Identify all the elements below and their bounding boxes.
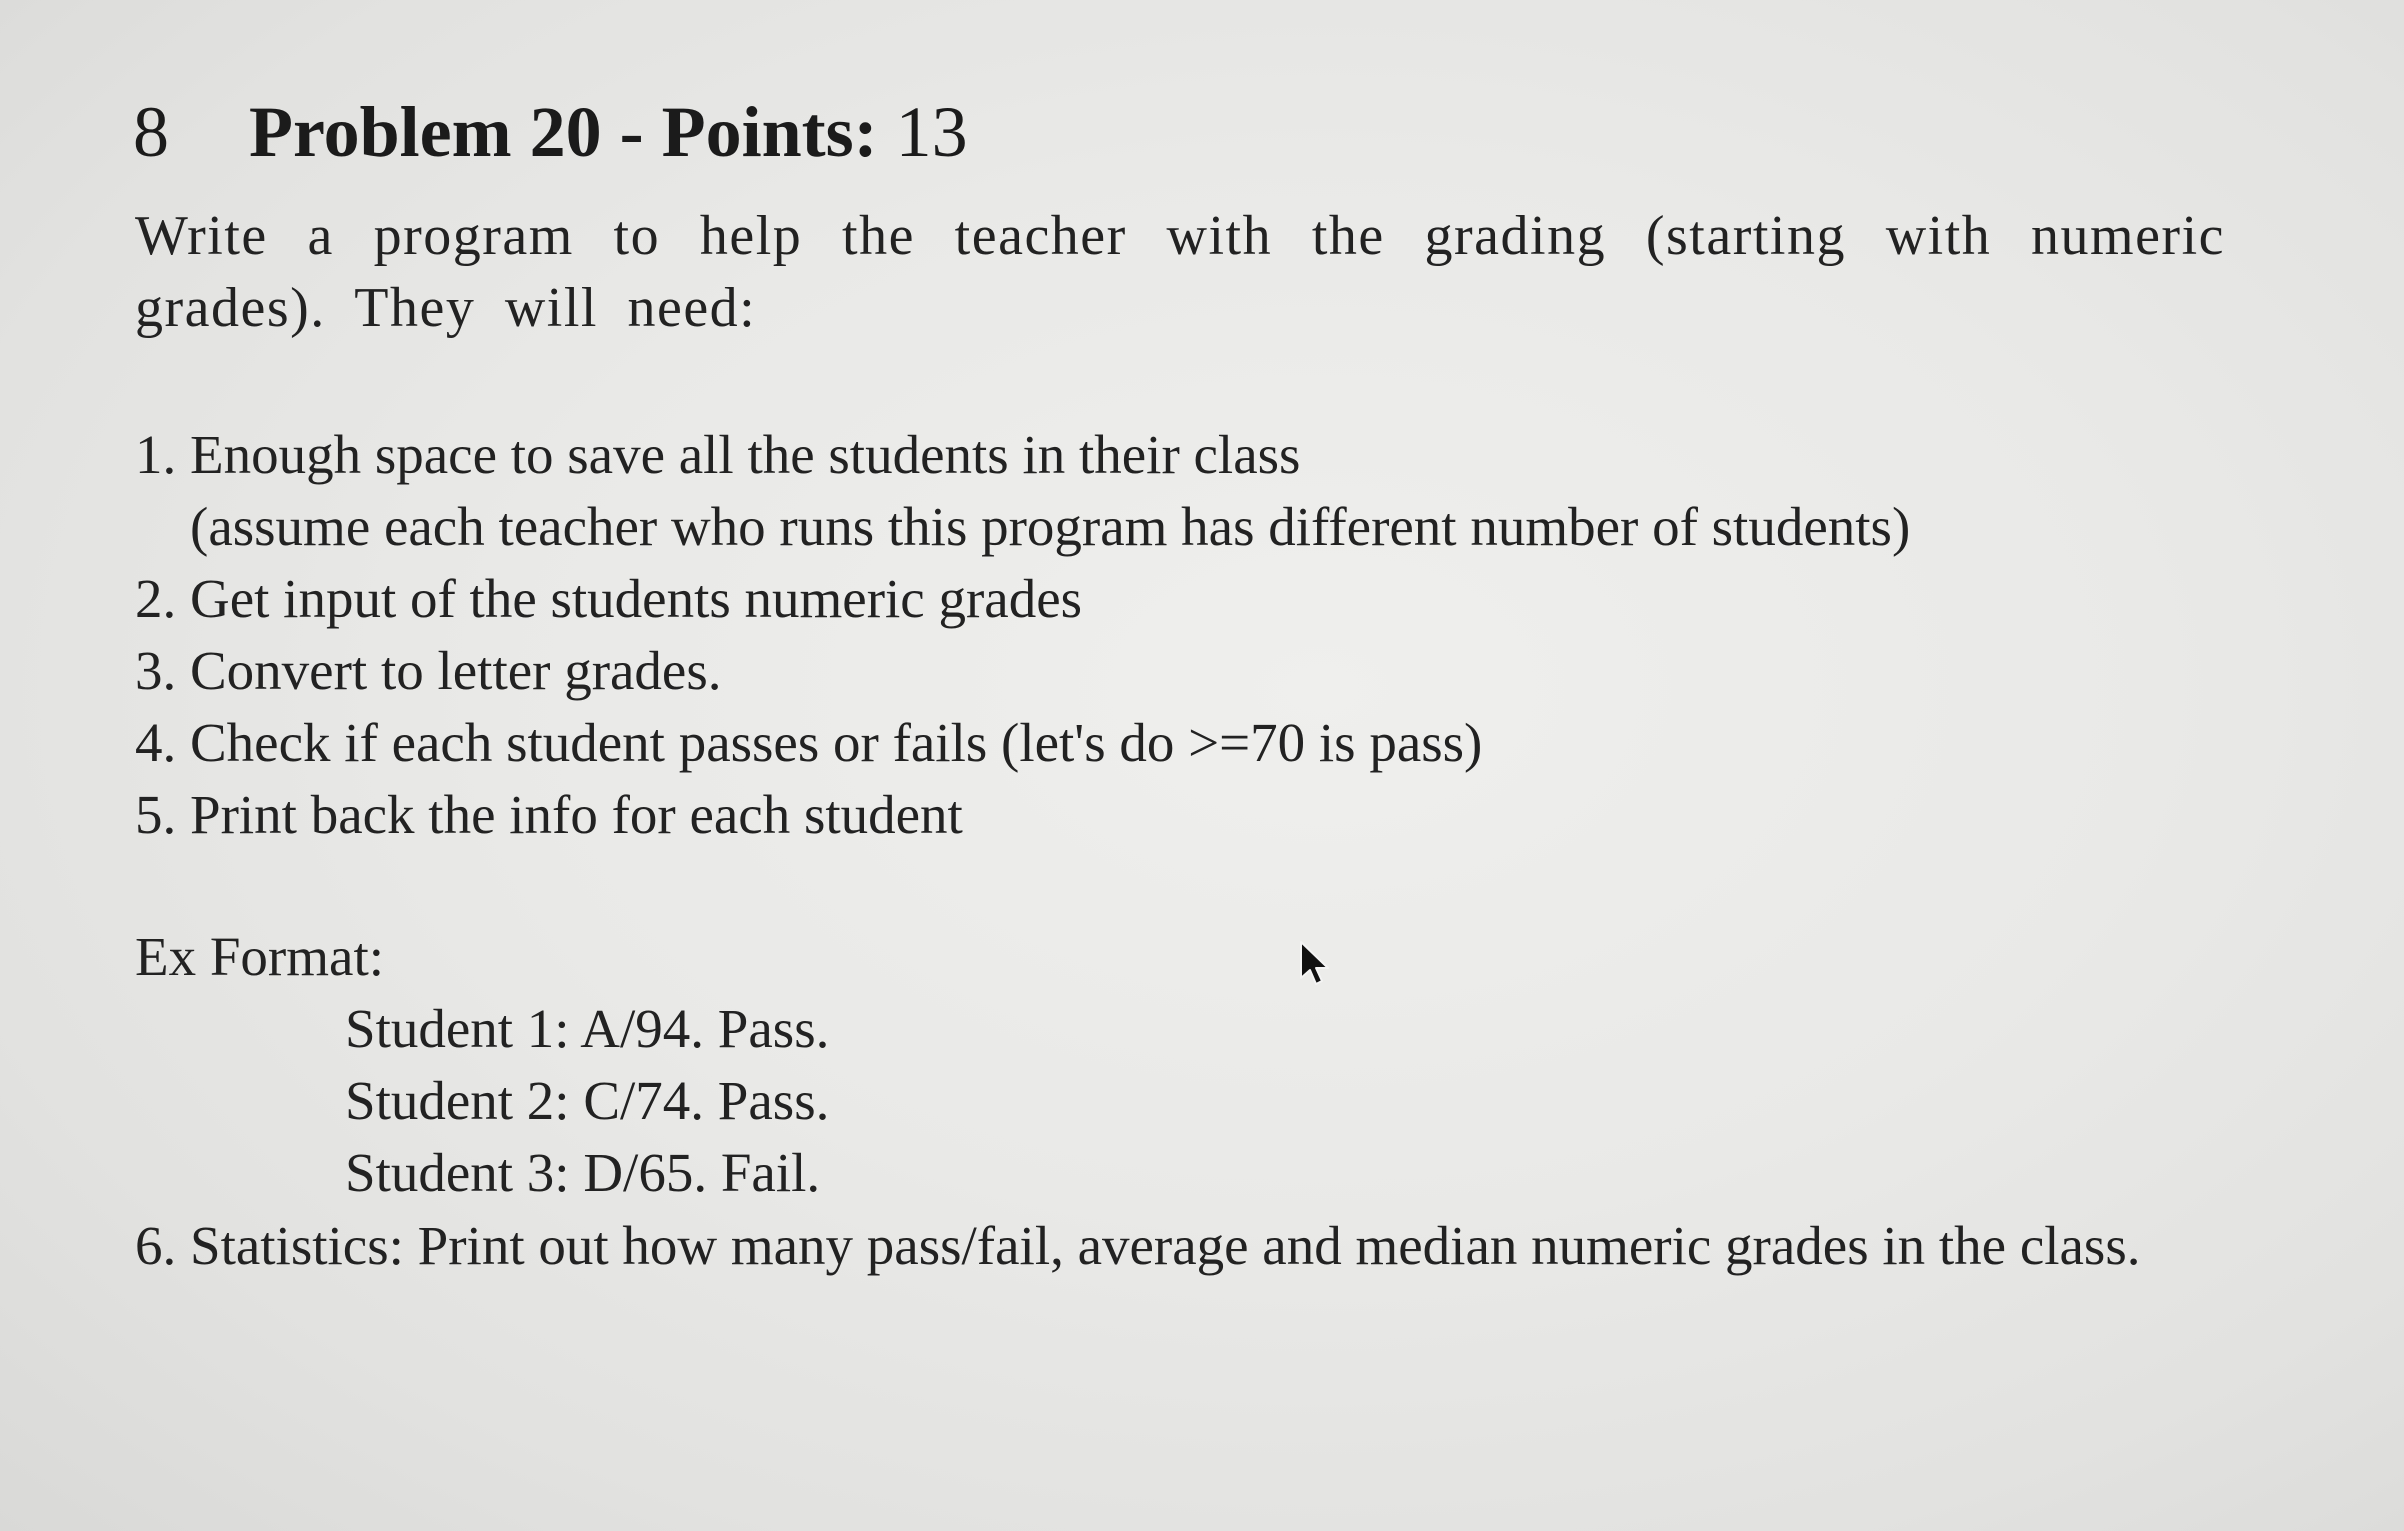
list-item bbox=[135, 564, 1082, 634]
statistics-text: Statistics: Print out how many pass/fail, average and median numeric grades in the class. bbox=[190, 1215, 2141, 1276]
list-item-number: 1. bbox=[135, 424, 177, 485]
list-item-text: Check if each student passes or fails (let's do >=70 is pass) bbox=[190, 712, 1483, 773]
list-item-number: 4. bbox=[135, 712, 177, 773]
points-value: 13 bbox=[895, 92, 968, 172]
problem-title: Problem 20 - bbox=[249, 92, 662, 172]
statistics-item bbox=[135, 1210, 2225, 1282]
list-item-subtext: (assume each teacher who runs this program has different number of students) bbox=[190, 496, 1911, 557]
example-line: Student 3: D/65. Fail. bbox=[345, 1142, 821, 1203]
problem-heading bbox=[133, 82, 968, 182]
intro-paragraph: Write a program to help the teacher with the grading (starting with numeric grades). They will need: bbox=[135, 205, 2225, 339]
list-item-text: Convert to letter grades. bbox=[190, 640, 722, 701]
list-item-text: Enough space to save all the students in their class bbox=[190, 424, 1301, 485]
example-line: Student 2: C/74. Pass. bbox=[345, 1070, 830, 1131]
list-item bbox=[135, 420, 1300, 490]
list-item-text: Print back the info for each student bbox=[190, 784, 963, 845]
list-item-number: 5. bbox=[135, 784, 177, 845]
list-item bbox=[135, 708, 1482, 778]
points-label: Points: bbox=[661, 92, 878, 172]
list-item-text: Get input of the students numeric grades bbox=[190, 568, 1083, 629]
list-item bbox=[135, 780, 963, 850]
example-format-label: Ex Format: bbox=[135, 926, 385, 987]
list-item-number: 3. bbox=[135, 640, 177, 701]
problem-number: 8 bbox=[133, 92, 169, 172]
mouse-pointer-icon bbox=[1298, 940, 1332, 988]
list-item bbox=[135, 636, 722, 706]
list-item-number: 6. bbox=[135, 1215, 177, 1276]
example-line: Student 1: A/94. Pass. bbox=[345, 998, 830, 1059]
list-item-number: 2. bbox=[135, 568, 177, 629]
